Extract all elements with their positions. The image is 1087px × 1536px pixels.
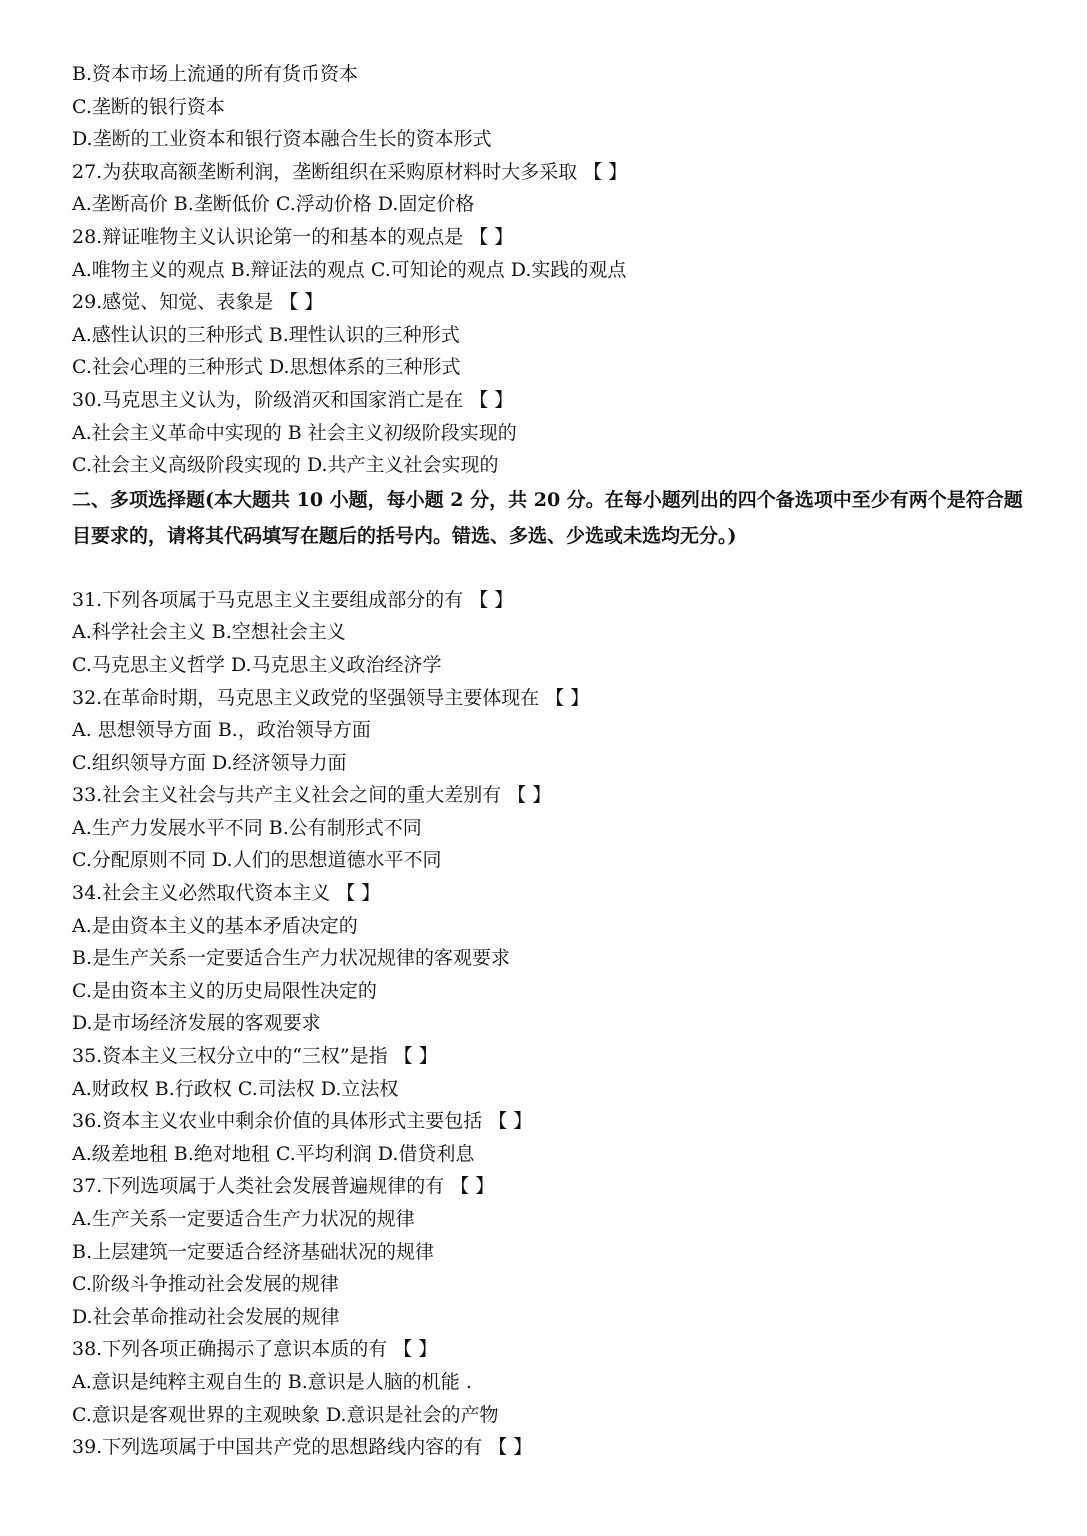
option-line: C.意识是客观世界的主观映象 D.意识是社会的产物 [72, 1403, 499, 1426]
question-line: 31.下列各项属于马克思主义主要组成部分的有 【 】 [72, 588, 514, 611]
option-line: C.是由资本主义的历史局限性决定的 [72, 979, 377, 1002]
option-line: D.社会革命推动社会发展的规律 [72, 1305, 340, 1328]
option-line: A.级差地租 B.绝对地租 C.平均利润 D.借贷利息 [72, 1142, 475, 1165]
option-line: A.财政权 B.行政权 C.司法权 D.立法权 [72, 1077, 399, 1100]
question-block-bottom [72, 584, 1032, 1464]
question-line: 30.马克思主义认为，阶级消灭和国家消亡是在 【 】 [72, 388, 514, 411]
question-line: 37.下列选项属于人类社会发展普遍规律的有 【 】 [72, 1175, 495, 1198]
option-line: A.是由资本主义的基本矛盾决定的 [72, 914, 358, 937]
question-line: 28.辩证唯物主义认识论第一的和基本的观点是 【 】 [72, 225, 514, 248]
section-heading: 二、多项选择题(本大题共 10 小题，每小题 2 分，共 20 分。在每小题列出的四个备选项中至少有两个是符合题目要求的，请将其代码填写在题后的括号内。错选、多选、少选或未选均无分。) [72, 488, 1023, 547]
question-line: 36.资本主义农业中剩余价值的具体形式主要包括 【 】 [72, 1110, 533, 1133]
question-line: 38.下列各项正确揭示了意识本质的有 【 】 [72, 1338, 438, 1361]
option-line: D.是市场经济发展的客观要求 [72, 1012, 321, 1035]
option-line: C.垄断的银行资本 [72, 95, 225, 118]
option-line: A.生产力发展水平不同 B.公有制形式不同 [72, 816, 422, 839]
option-line: A.感性认识的三种形式 B.理性认识的三种形式 [72, 323, 460, 346]
option-line: C.社会主义高级阶段实现的 D.共产主义社会实现的 [72, 454, 499, 477]
option-line: A.唯物主义的观点 B.辩证法的观点 C.可知论的观点 D.实践的观点 [72, 258, 627, 281]
option-line: A.生产关系一定要适合生产力状况的规律 [72, 1208, 415, 1230]
option-line: A.垄断高价 B.垄断低价 C.浮动价格 D.固定价格 [72, 193, 475, 216]
option-line: D.垄断的工业资本和银行资本融合生长的资本形式 [72, 128, 492, 151]
question-line: 34.社会主义必然取代资本主义 【 】 [72, 882, 381, 905]
exam-page [72, 58, 1032, 1464]
question-block-top [72, 58, 1032, 482]
option-line: C.阶级斗争推动社会发展的规律 [72, 1273, 339, 1296]
question-line: 39.下列选项属于中国共产党的思想路线内容的有 【 】 [72, 1436, 533, 1459]
question-line: 29.感觉、知觉、表象是 【 】 [72, 291, 324, 314]
option-line: A.社会主义革命中实现的 B 社会主义初级阶段实现的 [72, 421, 517, 444]
option-line: C.组织领导方面 D.经济领导力面 [72, 751, 347, 774]
question-line: 27.为获取高额垄断利润，垄断组织在采购原材料时大多采取 【 】 [72, 160, 628, 183]
question-line: 35.资本主义三权分立中的“三权”是指 【 】 [72, 1045, 438, 1068]
option-line: A.科学社会主义 B.空想社会主义 [72, 621, 346, 644]
option-line: C.社会心理的三种形式 D.思想体系的三种形式 [72, 356, 461, 379]
question-line: 33.社会主义社会与共产主义社会之间的重大差别有 【 】 [72, 784, 552, 807]
question-line: 32.在革命时期，马克思主义政党的坚强领导主要体现在 【 】 [72, 686, 590, 709]
option-line: B.是生产关系一定要适合生产力状况规律的客观要求 [72, 947, 511, 970]
option-line: A.意识是纯粹主观自生的 B.意识是人脑的机能 . [72, 1370, 472, 1393]
option-line: C.马克思主义哲学 D.马克思主义政治经济学 [72, 653, 442, 676]
option-line: B.上层建筑一定要适合经济基础状况的规律 [72, 1240, 435, 1263]
option-line: B.资本市场上流通的所有货币资本 [72, 63, 359, 85]
option-line: C.分配原则不同 D.人们的思想道德水平不同 [72, 849, 442, 872]
option-line: A. 思想领导方面 B.，政治领导方面 [72, 719, 371, 742]
